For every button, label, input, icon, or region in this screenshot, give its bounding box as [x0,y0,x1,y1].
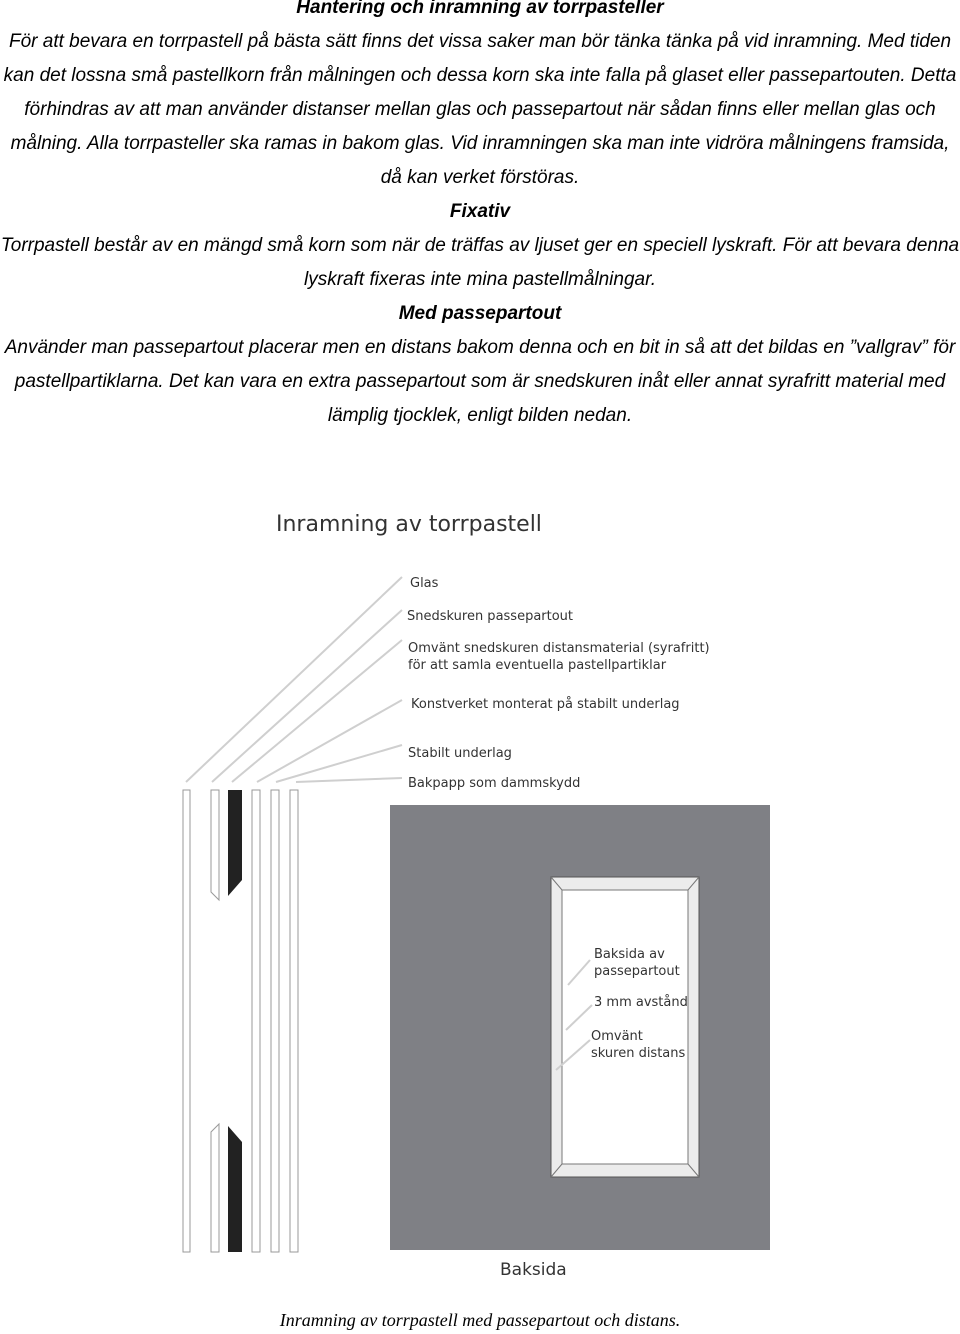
label-konstverket: Konstverket monterat på stabilt underlag [411,697,680,712]
window-opening [562,890,688,1164]
label-baksida: Baksida [500,1260,567,1280]
passepartout-back-view [390,805,770,1250]
figure-caption: Inramning av torrpastell med passepartout och distans. [279,1310,681,1330]
leader-line-underlag [276,745,402,782]
leader-line-passepartout [212,610,402,782]
label-stabilt-underlag: Stabilt underlag [408,746,512,761]
fixativ-paragraph: Torrpastell består av en mängd små korn som när de träffas av ljuset ger en speciell lyskraft. För att bevara denna lyskraft fixeras inte mina pastellmålningar. [0,235,960,290]
label-snedskuren-passepartout: Snedskuren passepartout [407,609,574,624]
layer-strips [183,790,298,1252]
diagram-title: Inramning av torrpastell [276,512,542,537]
strip-artwork [252,790,260,1252]
label-distansmaterial: Omvänt snedskuren distansmaterial (syrafritt) för att samla eventuella pastellpartiklar [408,641,710,673]
passepartout-heading: Med passepartout [398,303,562,324]
label-bakpapp: Bakpapp som dammskydd [408,776,581,791]
leader-lines [186,577,402,782]
strip-support [271,790,279,1252]
label-baksida-passepartout: Baksida av passepartout [594,947,680,979]
leader-line-konstverk [257,700,402,782]
passepartout-paragraph: Använder man passepartout placerar men en distans bakom denna och en bit in så att det bildas en ”vallgrav” för pastellpartiklarna. Det kan vara en extra passepartout som är snedskuren inåt eller annat syrafritt material med lämplig tjocklek, enligt bilden nedan. [4,337,956,426]
strip-spacer-top [228,790,242,896]
leader-line-glas [186,577,402,782]
strip-backing [290,790,298,1252]
intro-paragraph: För att bevara en torrpastell på bästa sätt finns det vissa saker man bör tänka tänka på vid inramning. Med tiden kan det lossna små pastellkorn från målningen och dessa korn ska inte falla på glaset eller passepartouten. Detta förhindras av att man använder distanser mellan glas och passepartout när sådan finns eller mellan glas och målning. Alla torrpasteller ska ramas in bakom glas. Vid inramningen ska man inte vidröra målningens framsida, då kan verket förstöras. [3,31,957,188]
leader-line-distans [232,640,402,782]
strip-glass [183,790,190,1252]
label-glas: Glas [410,576,439,591]
fixativ-heading: Fixativ [449,201,511,222]
strip-passepartout-bottom [211,1124,219,1252]
label-avstand: 3 mm avstånd [594,995,688,1010]
label-omvant-distans: Omvänt skuren distans [591,1029,686,1061]
main-heading: Hantering och inramning av torrpasteller [296,0,664,18]
leader-line-bakpapp [296,778,402,782]
strip-spacer-bottom [228,1126,242,1252]
strip-passepartout-top [211,790,219,900]
